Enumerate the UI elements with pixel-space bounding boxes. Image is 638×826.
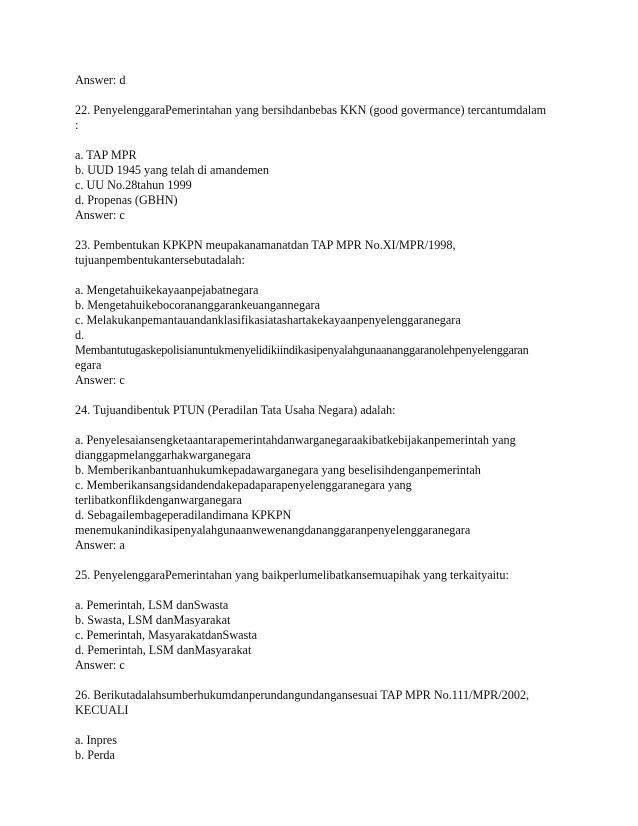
question-text: : <box>75 118 79 132</box>
question-text: 24. Tujuandibentuk PTUN (Peradilan Tata Usaha Negara) adalah: <box>75 403 396 417</box>
spacer <box>75 673 575 688</box>
spacer <box>75 223 575 238</box>
option-d-text: egara <box>75 358 102 372</box>
answer-line: Answer: c <box>75 208 125 222</box>
option-d-text: Membantutugaskepolisianuntukmenyelidikiindikasipenyalahgunaananggaranolehpenyelenggaran <box>75 343 529 357</box>
spacer <box>75 88 575 103</box>
question-24 <box>75 403 575 553</box>
question-text: 26. Berikutadalahsumberhukumdanperundangundangansesuai TAP MPR No.111/MPR/2002, <box>75 688 530 702</box>
spacer <box>75 583 575 598</box>
spacer <box>75 133 575 148</box>
option-d: d. Pemerintah, LSM danMasyarakat <box>75 643 252 657</box>
question-text: KECUALI <box>75 703 129 717</box>
question-text: 25. PenyelenggaraPemerintahan yang baikperlumelibatkansemuapihak yang terkaityaitu: <box>75 568 509 582</box>
answer-line: Answer: c <box>75 658 125 672</box>
option-d: d. <box>75 328 85 342</box>
document-page <box>75 73 575 763</box>
option-d: d. Sebagailembageperadilandimana KPKPN <box>75 508 292 522</box>
option-c: c. Memberikansangsidandendakepadaparapenyelenggaranegara yang <box>75 478 412 492</box>
option-c: c. Pemerintah, MasyarakatdanSwasta <box>75 628 258 642</box>
option-c-text: terlibatkonflikdenganwarganegara <box>75 493 242 507</box>
option-b: b. UUD 1945 yang telah di amandemen <box>75 163 269 177</box>
question-26 <box>75 688 575 763</box>
spacer <box>75 268 575 283</box>
option-b: b. Memberikanbantuanhukumkepadawarganegara yang beselisihdenganpemerintah <box>75 463 481 477</box>
option-b: b. Mengetahuikebocorananggarankeuangannegara <box>75 298 320 312</box>
option-a: a. Mengetahuikekayaanpejabatnegara <box>75 283 259 297</box>
spacer <box>75 553 575 568</box>
question-text: 22. PenyelenggaraPemerintahan yang bersihdanbebas KKN (good govermance) tercantumdalam <box>75 103 547 117</box>
option-b: b. Perda <box>75 748 115 762</box>
option-c: c. Melakukanpemantauandanklasifikasiatashartakekayaanpenyelenggaranegara <box>75 313 461 327</box>
question-text: tujuanpembentukantersebutadalah: <box>75 253 245 267</box>
spacer <box>75 418 575 433</box>
question-23 <box>75 238 575 388</box>
option-d: d. Propenas (GBHN) <box>75 193 178 207</box>
option-d-text: menemukanindikasipenyalahgunaanwewenangdananggaranpenyelenggaranegara <box>75 523 471 537</box>
answer-line: Answer: d <box>75 73 126 87</box>
option-a: a. Penyelesaiansengketaantarapemerintahdanwarganegaraakibatkebijakanpemerintah yang <box>75 433 516 447</box>
question-text: 23. Pembentukan KPKPN meupakanamanatdan TAP MPR No.XI/MPR/1998, <box>75 238 456 252</box>
option-a: a. Inpres <box>75 733 117 747</box>
option-c: c. UU No.28tahun 1999 <box>75 178 192 192</box>
option-a: a. Pemerintah, LSM danSwasta <box>75 598 229 612</box>
answer-line: Answer: c <box>75 373 125 387</box>
option-b: b. Swasta, LSM danMasyarakat <box>75 613 231 627</box>
option-a: a. TAP MPR <box>75 148 137 162</box>
answer-line: Answer: a <box>75 538 125 552</box>
spacer <box>75 388 575 403</box>
option-a-text: dianggapmelanggarhakwarganegara <box>75 448 251 462</box>
question-22 <box>75 103 575 223</box>
question-25 <box>75 568 575 673</box>
spacer <box>75 718 575 733</box>
